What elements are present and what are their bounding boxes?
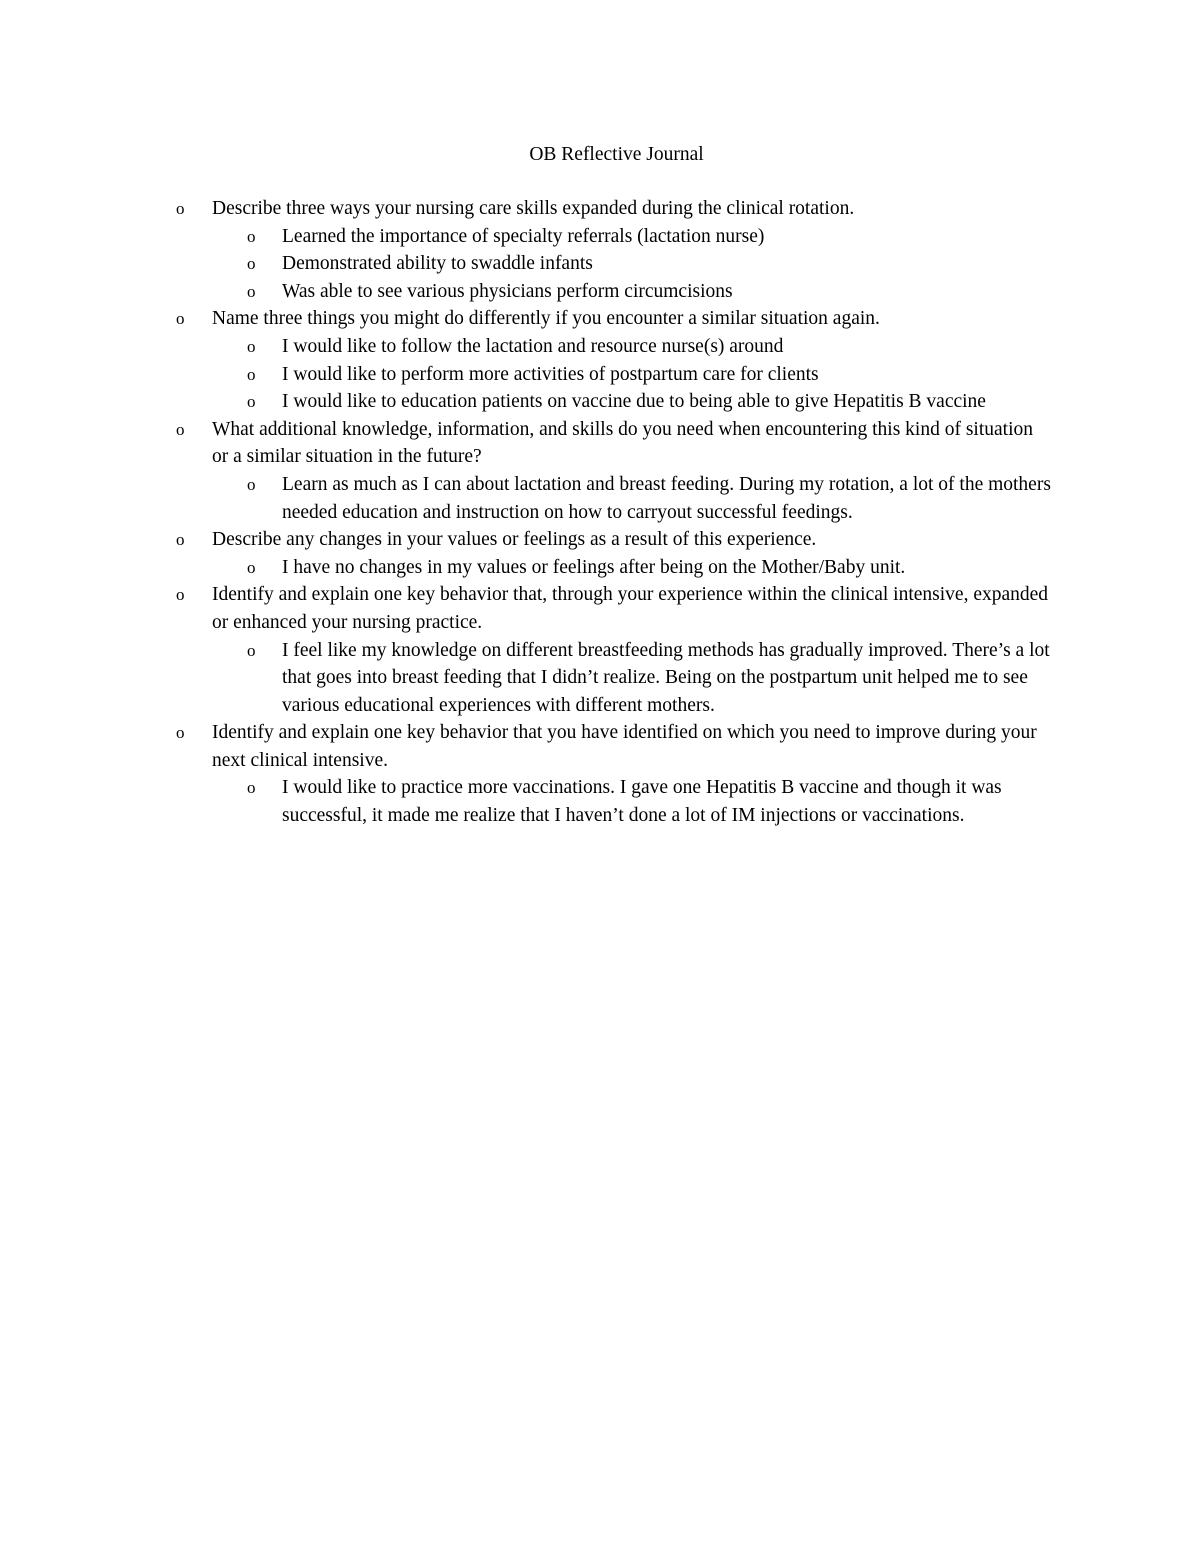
bullet-icon: o — [247, 474, 256, 494]
bullet-icon: o — [247, 778, 256, 798]
bullet-icon: o — [176, 199, 185, 218]
answer-text: Was able to see various physicians perform circumcisions — [282, 280, 733, 302]
answer-item — [0, 361, 1052, 389]
question-item — [0, 581, 1052, 636]
answer-text: I would like to follow the lactation and resource nurse(s) around — [282, 335, 784, 357]
question-text: Name three things you might do differently if you encounter a similar situation again. — [212, 308, 880, 330]
bullet-icon: o — [247, 336, 256, 356]
bullet-icon: o — [247, 254, 256, 274]
question-item — [0, 416, 1052, 471]
bullet-icon: o — [176, 309, 185, 329]
answer-text: I would like to perform more activities of postpartum care for clients — [282, 363, 819, 385]
answer-item — [0, 250, 1052, 278]
question-text: Identify and explain one key behavior that you have identified on which you need to improve during your next clinical intensive. — [212, 722, 1037, 771]
answer-item — [0, 554, 1052, 582]
bullet-icon: o — [247, 640, 256, 660]
answer-item — [0, 774, 1052, 829]
answer-item — [0, 223, 1052, 251]
answer-text: I have no changes in my values or feelings after being on the Mother/Baby unit. — [282, 556, 906, 578]
answer-text: I would like to education patients on vaccine due to being able to give Hepatitis B vaccine — [282, 391, 986, 413]
answer-text: I feel like my knowledge on different breastfeeding methods has gradually improved. There’s a lot that goes into breast feeding that I didn’t realize. Being on the postpartum unit helped me to see various educational experiences with different mothers. — [282, 639, 1050, 716]
bullet-icon: o — [176, 723, 185, 743]
question-text: Describe any changes in your values or feelings as a result of this experience. — [212, 529, 817, 551]
bullet-icon: o — [176, 419, 185, 439]
question-item — [0, 305, 1052, 333]
bullet-icon: o — [247, 281, 256, 301]
question-item — [0, 719, 1052, 774]
bullet-icon: o — [247, 392, 256, 412]
answer-text: Learned the importance of specialty referrals (lactation nurse) — [282, 225, 765, 247]
bullet-icon: o — [176, 530, 185, 550]
answer-item — [0, 278, 1052, 306]
journal-list — [0, 195, 1200, 830]
question-text: What additional knowledge, information, and skills do you need when encountering this kind of situation or a similar situation in the future? — [212, 418, 1034, 468]
question-item — [0, 195, 1052, 223]
answer-text: Learn as much as I can about lactation and breast feeding. During my rotation, a lot of the mothers needed education and instruction on how to carryout successful feedings. — [282, 473, 1051, 523]
question-text: Describe three ways your nursing care skills expanded during the clinical rotation. — [212, 198, 855, 219]
answer-item — [0, 471, 1052, 526]
question-text: Identify and explain one key behavior that, through your experience within the clinical intensive, expanded or enhanced your nursing practice. — [212, 584, 1049, 633]
bullet-icon: o — [247, 364, 256, 384]
answer-item — [0, 333, 1052, 361]
document-title: OB Reflective Journal — [529, 144, 704, 165]
bullet-icon: o — [176, 585, 185, 605]
answer-text: Demonstrated ability to swaddle infants — [282, 253, 593, 275]
answer-text: I would like to practice more vaccinations. I gave one Hepatitis B vaccine and though it was successful, it made me realize that I haven’t done a lot of IM injections or vaccinations. — [282, 777, 1002, 827]
bullet-icon: o — [247, 557, 256, 577]
answer-item — [0, 388, 1052, 416]
question-item — [0, 526, 1052, 554]
bullet-icon: o — [247, 226, 256, 246]
answer-item — [0, 637, 1052, 720]
